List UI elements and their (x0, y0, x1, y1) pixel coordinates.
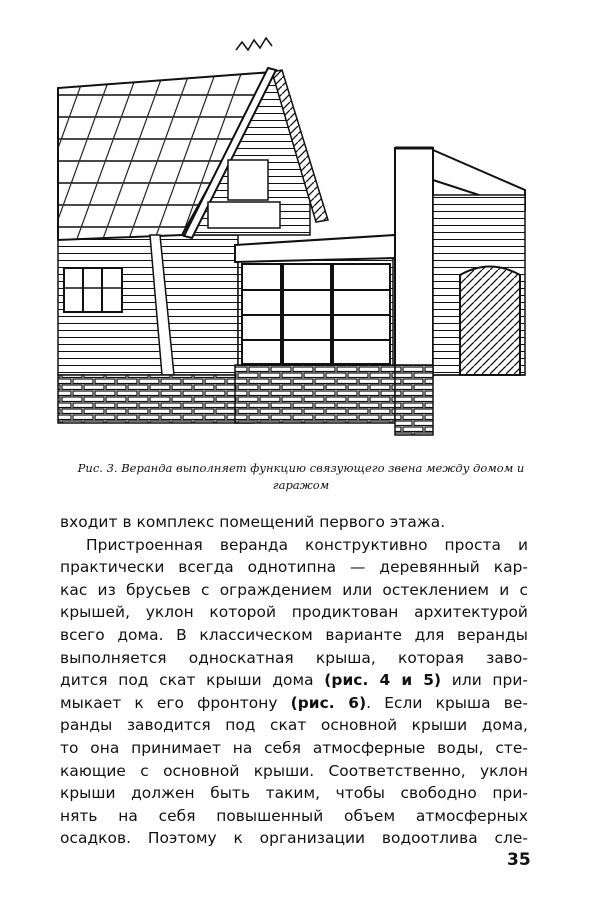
page-number: 35 (507, 850, 531, 870)
text-line: всего дома. В классическом варианте для веранды (60, 625, 528, 644)
figure-reference: (рис. 4 и 5) (324, 671, 442, 690)
text-line (60, 692, 528, 715)
garage-door (460, 267, 520, 376)
veranda-glazing (242, 264, 390, 364)
veranda-illustration (50, 30, 550, 450)
text-line: крыши должен быть таким, чтобы свободно при- (60, 784, 528, 803)
text-line: нять на себя повышенный объем атмосферных (60, 806, 528, 825)
text-segment: дится под скат крыши дома (60, 671, 314, 690)
text-segment: . Если крыша ве- (366, 693, 528, 712)
body-text (60, 511, 528, 850)
text-line: кас из брусьев с ограждением или остеклением и с (60, 580, 528, 599)
text-segment: или при- (451, 671, 529, 690)
house-window (64, 268, 122, 312)
text-line: кающие с основной крыши. Соответственно, уклон (60, 761, 528, 780)
text-line: Пристроенная веранда конструктивно проста и (86, 535, 528, 554)
figure-reference: (рис. 6) (290, 693, 367, 712)
text-line: крышей, уклон которой продиктован архитектурой (60, 603, 528, 622)
figure-caption: Рис. 3. Веранда выполняет функцию связующего звена между домом и гаражом (77, 461, 525, 492)
text-line: то она принимает на себя атмосферные воды, сте- (60, 738, 528, 757)
text-line: выполняется односкатная крыша, которая заво- (60, 648, 528, 667)
text-line: осадков. Поэтому к организации водоотлива сле- (60, 829, 528, 848)
text-line: ранды заводится под скат основной крыши дома, (60, 716, 528, 735)
text-line (60, 669, 528, 692)
text-segment: мыкает к его фронтону (60, 693, 278, 712)
text-line: практически всегда однотипна — деревянный кар- (60, 558, 528, 577)
text-line: входит в комплекс помещений первого этажа. (60, 513, 446, 531)
